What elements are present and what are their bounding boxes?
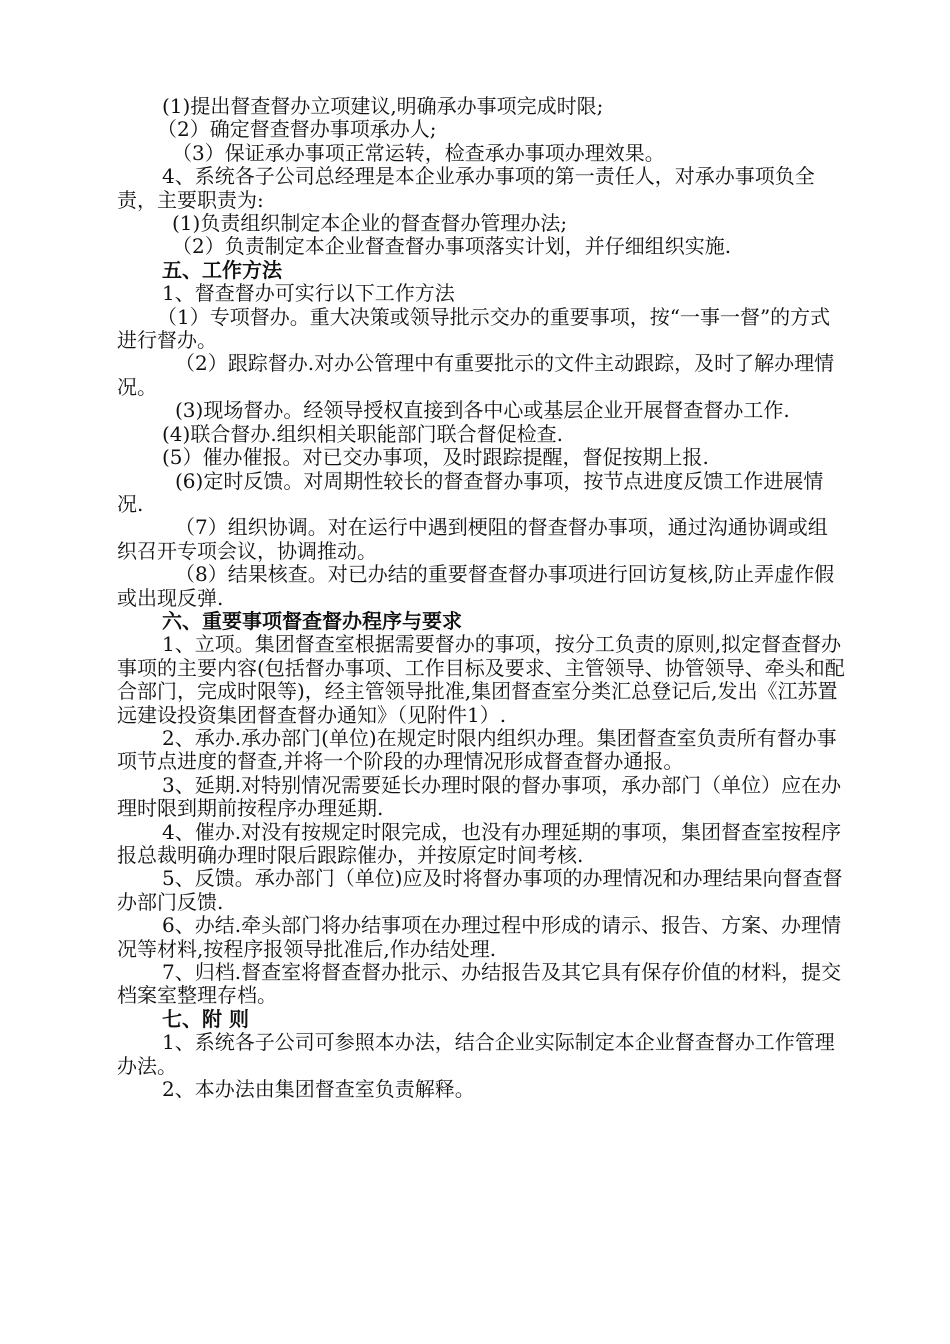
paragraph: （1）专项督办。重大决策或领导批示交办的重要事项，按“一事一督”的方式进行督办。 — [117, 304, 831, 353]
paragraph: 2、本办法由集团督查室负责解释。 — [162, 1077, 475, 1102]
paragraph: (3)现场督办。经领导授权直接到各中心或基层企业开展督查督办工作. — [175, 398, 790, 423]
paragraph: 3、延期.对特别情况需要延长办理时限的督办事项，承办部门（单位）应在办理时限到期前按程序办理延期. — [117, 772, 842, 821]
paragraph: 1、系统各子公司可参照本办法，结合企业实际制定本企业督查督办工作管理办法。 — [117, 1030, 835, 1078]
paragraph: （8）结果核查。对已办结的重要督查督办事项进行回访复核,防止弄虚作假或出现反弹. — [117, 562, 835, 610]
paragraph: (6)定时反馈。对周期性较长的督查督办事项，按节点进度反馈工作进展情况. — [117, 468, 824, 516]
section-heading: 六、重要事项督查督办程序与要求 — [162, 608, 462, 633]
section-heading: 七、附 则 — [162, 1006, 249, 1031]
paragraph: 6、办结.牵头部门将办结事项在办理过程中形成的请示、报告、方案、办理情况等材料,按程序报领导批准后,作办结处理. — [117, 913, 842, 961]
paragraph: 7、归档.督查室将督查督办批示、办结报告及其它具有保存价值的材料，提交档案室整理存档。 — [117, 960, 842, 1008]
paragraph: 5、反馈。承办部门（单位)应及时将督办事项的办理情况和办理结果向督查督办部门反馈. — [117, 866, 843, 914]
paragraph: 4、系统各子公司总经理是本企业承办事项的第一责任人，对承办事项负全责，主要职责为: — [117, 164, 815, 212]
section-heading: 五、工作方法 — [162, 257, 282, 282]
paragraph: (1)提出督查督办立项建议,明确承办事项完成时限; — [162, 94, 604, 118]
paragraph: （7）组织协调。对在运行中遇到梗阻的督查督办事项，通过沟通协调或组织召开专项会议，协调推动。 — [117, 515, 828, 563]
paragraph: （2）确定督查督办事项承办人; — [157, 117, 437, 142]
paragraph: 4、催办.对没有按规定时限完成，也没有办理延期的事项，集团督查室按程序报总裁明确办理时限后跟踪催办，并按原定时间考核. — [117, 819, 842, 867]
paragraph: （2）跟踪督办.对办公管理中有重要批示的文件主动跟踪，及时了解办理情况。 — [117, 351, 835, 399]
paragraph: （3）保证承办事项正常运转，检查承办事项办理效果。 — [172, 140, 665, 165]
paragraph: (4)联合督办.组织相关职能部门联合督促检查. — [162, 421, 564, 446]
paragraph: (5）催办催报。对已交办事项，及时跟踪提醒，督促按期上报. — [162, 445, 709, 470]
paragraph: 2、承办.承办部门(单位)在规定时限内组织办理。集团督查室负责所有督办事项节点进度的督查,并将一个阶段的办理情况形成督查督办通报。 — [117, 725, 837, 774]
paragraph: (1)负责组织制定本企业的督查督办管理办法; — [172, 211, 568, 236]
document-body — [117, 95, 845, 1101]
paragraph: 1、立项。集团督查室根据需要督办的事项，按分工负责的原则,拟定督查督办事项的主要内容(包括督办事项、工作目标及要求、主管领导、协管领导、牵头和配合部门，完成时限等)，经主管领导批准,集团督查室分类汇总登记后,发出《江苏置远建设投资集团督查督办通知》（见附件1）. — [117, 632, 845, 727]
paragraph: 1、督查督办可实行以下工作方法 — [162, 281, 455, 306]
paragraph: （2）负责制定本企业督查督办事项落实计划，并仔细组织实施. — [172, 234, 732, 259]
